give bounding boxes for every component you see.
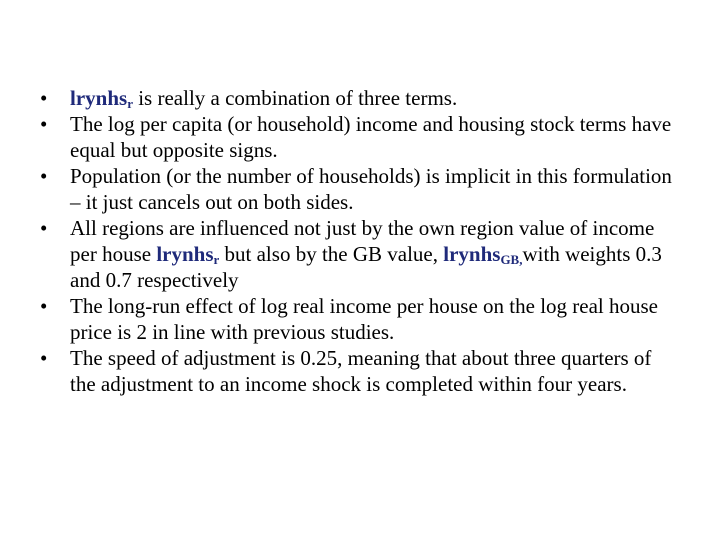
bullet-text: Population (or the number of households) is implicit in this formulation – it just cancels out on both sides. [70,164,672,214]
bullet-text: The log per capita (or household) income and housing stock terms have equal but opposite signs. [70,112,672,162]
bullet-item-1 [36,85,676,111]
bullet-dot: • [40,294,48,318]
bullet-dot: • [40,216,48,240]
bullet-item-3 [36,163,676,215]
bullet-text-middle: but also by the GB value, [219,242,444,266]
variable-term-subscript: r [127,96,133,111]
bullet-dot: • [40,164,48,188]
bullet-text-start: All regions are influenced not just by the own region value of income per house [70,216,655,266]
variable-term [70,86,133,110]
bullet-text-end: with weights 0.3 and 0.7 respectively [70,242,662,292]
variable-term-name: lrynhs [70,86,128,110]
bullet-dot: • [40,112,48,136]
bullet-text: The speed of adjustment is 0.25, meaning that about three quarters of the adjustment to an income shock is completed within four years. [70,346,652,396]
bullet-text: is really a combination of three terms. [132,86,458,110]
variable-term-name: lrynhs [443,242,501,266]
bullet-dot: • [40,86,48,110]
bullet-text: The long-run effect of log real income per house on the log real house price is 2 in line with previous studies. [70,294,658,344]
variable-term-regional [156,242,219,266]
bullet-item-6 [36,345,676,397]
variable-term-subscript: GB, [500,252,523,267]
bullet-item-2 [36,111,676,163]
bullet-item-5 [36,293,676,345]
variable-term-subscript: r [213,252,220,267]
variable-term-gb [443,242,522,266]
bullet-dot: • [40,346,48,370]
bullet-list [36,85,676,397]
variable-term-name: lrynhs [156,242,214,266]
bullet-item-4 [36,215,676,293]
